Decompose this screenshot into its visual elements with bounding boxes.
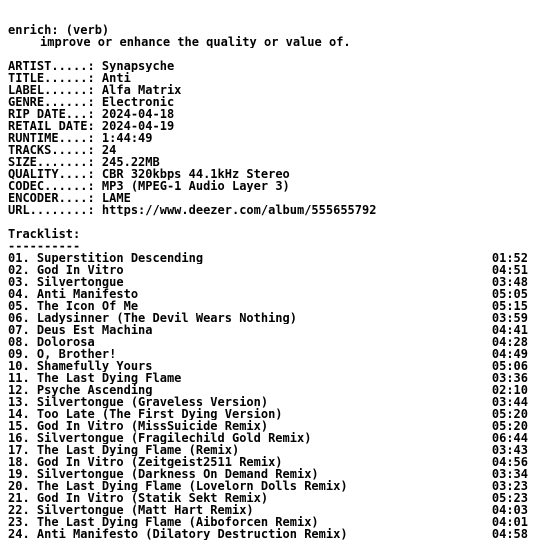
track-row <box>8 372 528 384</box>
info-value: Synapsyche <box>101 60 175 72</box>
info-runtime <box>8 132 528 144</box>
tracklist-rule: ---------- <box>8 240 81 252</box>
info-value: LAME <box>101 192 131 204</box>
track-row <box>8 420 528 432</box>
info-key: GENRE......: <box>8 96 102 108</box>
info-key: ARTIST.....: <box>8 60 102 72</box>
track-title: 24. Anti Manifesto (Dilatory Destruction Remix) <box>8 528 348 540</box>
track-title: 17. The Last Dying Flame (Remix) <box>8 444 240 456</box>
info-key: LABEL......: <box>8 84 102 96</box>
track-title: 02. God In Vitro <box>8 264 124 276</box>
track-duration: 04:03 <box>491 503 528 517</box>
track-duration: 06:44 <box>491 431 528 445</box>
track-duration: 05:05 <box>491 287 528 301</box>
track-title: 09. O, Brother! <box>8 348 117 360</box>
track-title: 06. Ladysinner (The Devil Wears Nothing) <box>8 312 297 324</box>
track-row <box>8 432 528 444</box>
track-duration: 04:56 <box>491 455 528 469</box>
info-key: CODEC......: <box>8 180 102 192</box>
track-duration: 03:36 <box>491 371 528 385</box>
track-title: 12. Psyche Ascending <box>8 384 153 396</box>
track-duration: 05:20 <box>491 419 528 433</box>
track-title: 10. Shamefully Yours <box>8 360 153 372</box>
info-encoder <box>8 192 528 204</box>
info-artist <box>8 60 528 72</box>
info-key: URL........: <box>8 204 102 216</box>
track-row <box>8 444 528 456</box>
info-size <box>8 156 528 168</box>
track-row <box>8 336 528 348</box>
info-key: RETAIL DATE: <box>8 120 102 132</box>
tracklist <box>8 252 528 540</box>
info-value: Anti <box>101 72 131 84</box>
track-duration: 04:41 <box>491 323 528 337</box>
track-title: 05. The Icon Of Me <box>8 300 139 312</box>
tracklist-heading: Tracklist: <box>8 228 81 240</box>
track-duration: 05:06 <box>491 359 528 373</box>
track-duration: 03:43 <box>491 443 528 457</box>
track-title: 18. God In Vitro (Zeitgeist2511 Remix) <box>8 456 283 468</box>
track-row <box>8 504 528 516</box>
info-key: TRACKS.....: <box>8 144 102 156</box>
info-url <box>8 204 528 216</box>
track-duration: 04:58 <box>491 527 528 541</box>
track-duration: 04:01 <box>491 515 528 529</box>
track-duration: 04:49 <box>491 347 528 361</box>
spacer <box>8 216 528 228</box>
track-row <box>8 324 528 336</box>
info-value: 24 <box>101 144 117 156</box>
track-duration: 05:20 <box>491 407 528 421</box>
track-title: 04. Anti Manifesto <box>8 288 139 300</box>
track-duration: 03:34 <box>491 467 528 481</box>
track-duration: 03:44 <box>491 395 528 409</box>
track-duration: 04:51 <box>491 263 528 277</box>
track-row <box>8 528 528 540</box>
track-duration: 03:48 <box>491 275 528 289</box>
info-value: Alfa Matrix <box>101 84 182 96</box>
info-retail-date <box>8 120 528 132</box>
info-key: ENCODER....: <box>8 192 102 204</box>
spacer <box>8 48 528 60</box>
info-value: 2024-04-19 <box>101 120 175 132</box>
track-title: 11. The Last Dying Flame <box>8 372 182 384</box>
track-row <box>8 288 528 300</box>
track-row <box>8 468 528 480</box>
track-title: 22. Silvertongue (Matt Hart Remix) <box>8 504 254 516</box>
definition-word: enrich: (verb) <box>8 24 110 36</box>
track-duration: 03:59 <box>491 311 528 325</box>
track-title: 08. Dolorosa <box>8 336 95 348</box>
track-title: 16. Silvertongue (Fragilechild Gold Remix) <box>8 432 312 444</box>
track-row <box>8 252 528 264</box>
track-row <box>8 360 528 372</box>
info-url-value: https://www.deezer.com/album/555655792 <box>101 204 377 216</box>
track-row <box>8 408 528 420</box>
info-key: RUNTIME....: <box>8 132 102 144</box>
release-info <box>8 60 528 216</box>
track-title: 01. Superstition Descending <box>8 252 204 264</box>
info-key: RIP DATE...: <box>8 108 102 120</box>
track-title: 07. Deus Est Machina <box>8 324 153 336</box>
track-duration: 04:28 <box>491 335 528 349</box>
info-key: TITLE......: <box>8 72 102 84</box>
info-codec <box>8 180 528 192</box>
track-title: 03. Silvertongue <box>8 276 124 288</box>
info-tracks <box>8 144 528 156</box>
nfo-text-document <box>8 24 528 540</box>
track-duration: 03:23 <box>491 479 528 493</box>
info-rip-date <box>8 108 528 120</box>
info-value: 245.22MB <box>101 156 160 168</box>
track-row <box>8 264 528 276</box>
info-value: 1:44:49 <box>101 132 153 144</box>
definition-text: improve or enhance the quality or value of. <box>40 36 351 48</box>
info-label <box>8 84 528 96</box>
info-title <box>8 72 528 84</box>
info-value: CBR 320kbps 44.1kHz Stereo <box>101 168 290 180</box>
info-value: Electronic <box>101 96 175 108</box>
track-row <box>8 384 528 396</box>
track-title: 21. God In Vitro (Statik Sekt Remix) <box>8 492 269 504</box>
info-key: QUALITY....: <box>8 168 102 180</box>
track-row <box>8 312 528 324</box>
info-genre <box>8 96 528 108</box>
track-title: 20. The Last Dying Flame (Lovelorn Dolls Remix) <box>8 480 348 492</box>
track-duration: 01:52 <box>491 251 528 265</box>
track-row <box>8 348 528 360</box>
track-duration: 02:10 <box>491 383 528 397</box>
track-row <box>8 480 528 492</box>
track-duration: 05:23 <box>491 491 528 505</box>
track-title: 15. God In Vitro (MissSuicide Remix) <box>8 420 269 432</box>
track-row <box>8 396 528 408</box>
info-quality <box>8 168 528 180</box>
track-title: 23. The Last Dying Flame (Aiboforcen Remix) <box>8 516 319 528</box>
info-value: MP3 (MPEG-1 Audio Layer 3) <box>101 180 290 192</box>
track-row <box>8 456 528 468</box>
track-title: 19. Silvertongue (Darkness On Demand Remix) <box>8 468 319 480</box>
track-title: 14. Too Late (The First Dying Version) <box>8 408 283 420</box>
info-key: SIZE.......: <box>8 156 102 168</box>
track-duration: 05:15 <box>491 299 528 313</box>
track-row <box>8 276 528 288</box>
track-title: 13. Silvertongue (Graveless Version) <box>8 396 269 408</box>
track-row <box>8 300 528 312</box>
info-value: 2024-04-18 <box>101 108 175 120</box>
track-row <box>8 492 528 504</box>
track-row <box>8 516 528 528</box>
